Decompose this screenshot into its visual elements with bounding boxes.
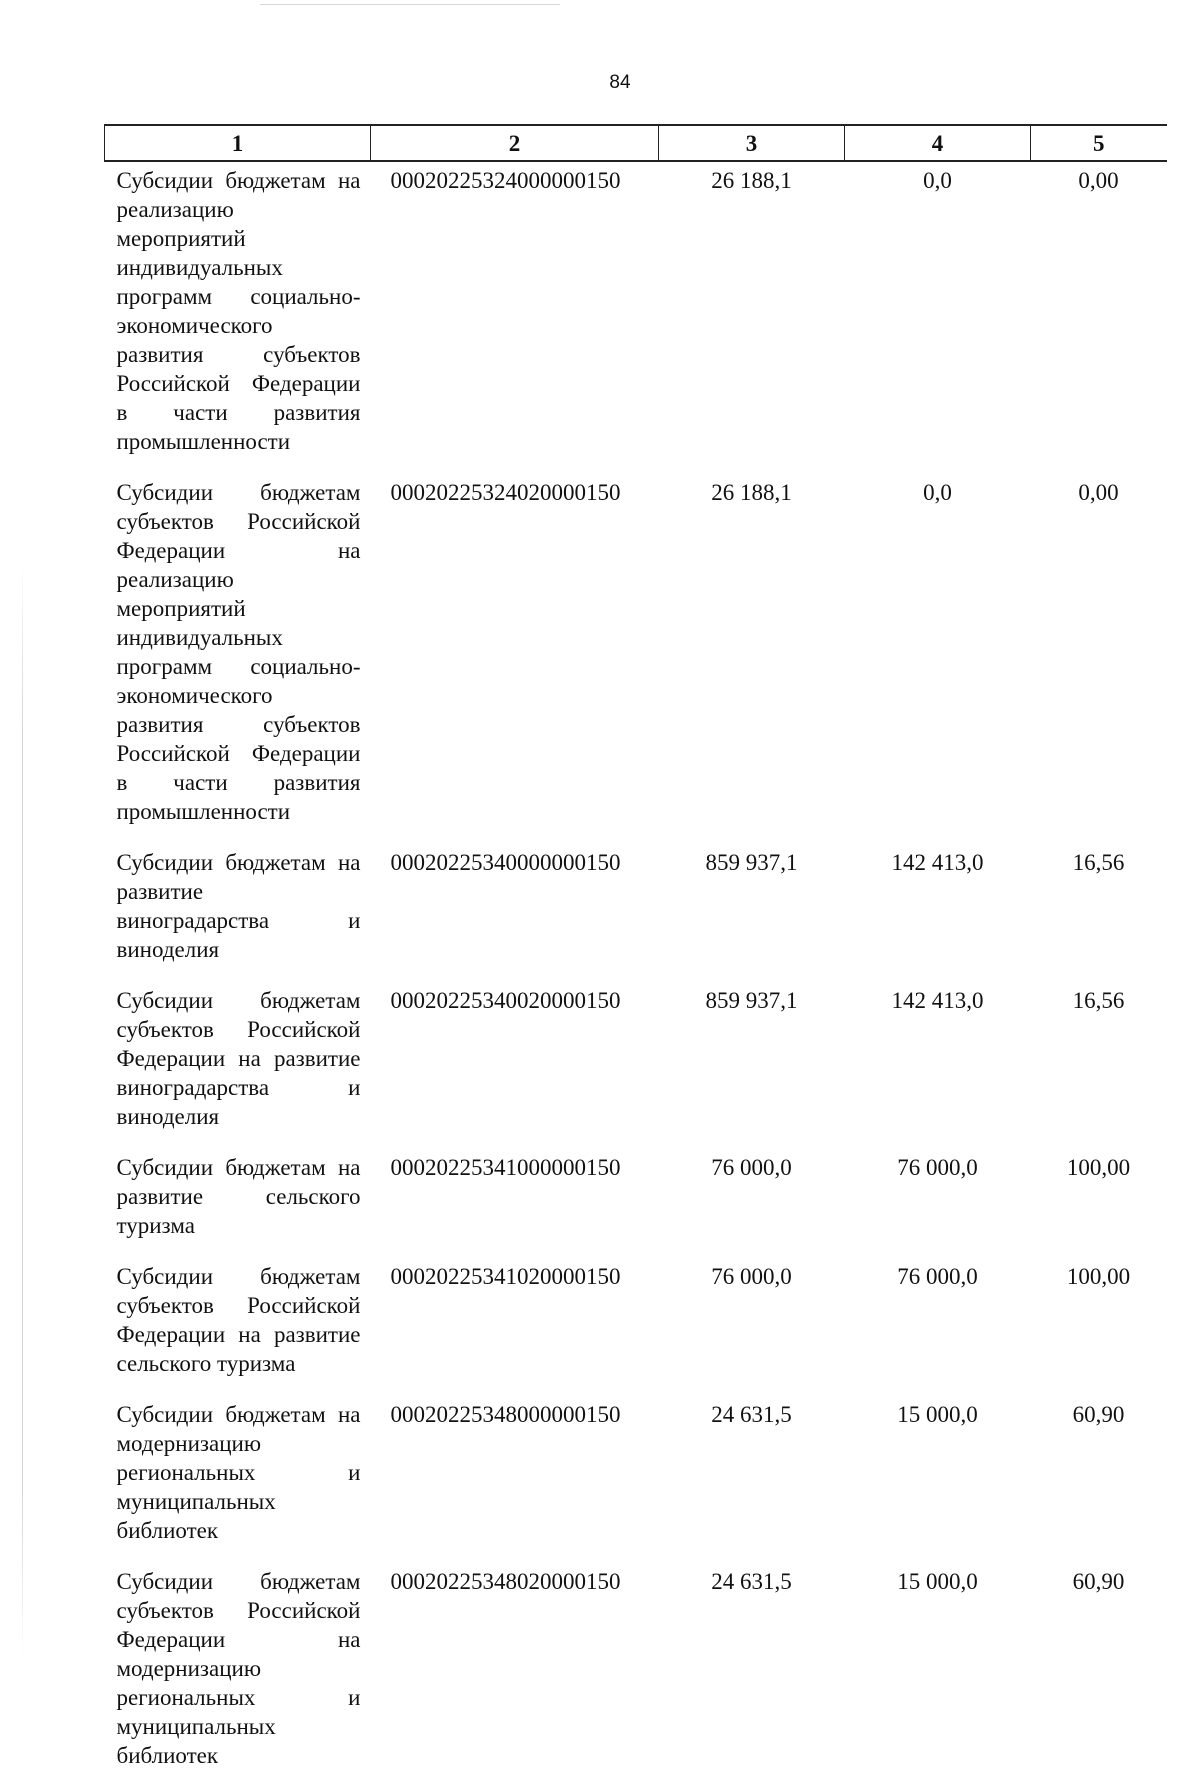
row-col4-cell: 76 000,0 [897, 1155, 978, 1180]
row-col3-cell: 76 000,0 [711, 1264, 792, 1289]
row-code-cell: 00020225341000000150 [390, 1155, 621, 1180]
header-col-3: 3 [659, 125, 845, 161]
row-code-cell: 00020225340000000150 [390, 850, 621, 875]
row-name-cell: Субсидии бюджетам субъектов Российской Федерации на реализацию мероприятий индивидуальных программ социально-экономического развития субъектов Российской Федерации в части развития промышленности [116, 480, 361, 824]
row-col5-cell: 0,00 [1078, 480, 1119, 505]
row-col3-cell: 859 937,1 [705, 988, 798, 1013]
scan-artifact-line [260, 4, 560, 5]
row-name-cell: Субсидии бюджетам на развитие сельского туризма [116, 1155, 361, 1238]
row-col5-cell: 16,56 [1072, 988, 1125, 1013]
row-col4-cell: 0,0 [923, 480, 952, 505]
table-row [105, 474, 1167, 844]
table-header [105, 125, 1167, 161]
row-name-cell: Субсидии бюджетам субъектов Российской Федерации на модернизацию региональных и муниципальных библиотек [116, 1569, 361, 1768]
row-col3-cell: 26 188,1 [711, 480, 792, 505]
table-row [105, 1396, 1167, 1563]
row-col3-cell: 24 631,5 [711, 1402, 792, 1427]
row-code-cell: 00020225348020000150 [390, 1569, 621, 1594]
row-col4-cell: 15 000,0 [897, 1402, 978, 1427]
row-code-cell: 00020225348000000150 [390, 1402, 621, 1427]
row-col5-cell: 100,00 [1066, 1155, 1131, 1180]
table-row [105, 1149, 1167, 1258]
row-col5-cell: 100,00 [1066, 1264, 1131, 1289]
row-name-cell: Субсидии бюджетам субъектов Российской Федерации на развитие виноградарства и виноделия [116, 988, 361, 1129]
table-row [105, 1258, 1167, 1396]
row-name-cell: Субсидии бюджетам на реализацию мероприятий индивидуальных программ социально-экономического развития субъектов Российской Федерации в части развития промышленности [116, 168, 361, 454]
row-col5-cell: 60,90 [1072, 1569, 1125, 1594]
row-col5-cell: 16,56 [1072, 850, 1125, 875]
row-col3-cell: 24 631,5 [711, 1569, 792, 1594]
header-row [105, 125, 1167, 161]
budget-table [104, 124, 1167, 1788]
table-body [105, 161, 1167, 1788]
row-code-cell: 00020225324020000150 [390, 480, 621, 505]
row-code-cell: 00020225340020000150 [390, 988, 621, 1013]
scan-margin-shadow [22, 560, 23, 1660]
row-name-cell: Субсидии бюджетам на развитие виноградарства и виноделия [116, 850, 361, 962]
row-col5-cell: 60,90 [1072, 1402, 1125, 1427]
row-col4-cell: 142 413,0 [891, 988, 984, 1013]
row-name-cell: Субсидии бюджетам на модернизацию региональных и муниципальных библиотек [116, 1402, 361, 1543]
header-col-1: 1 [105, 125, 371, 161]
table-row [105, 982, 1167, 1149]
header-col-5: 5 [1031, 125, 1167, 161]
row-col4-cell: 142 413,0 [891, 850, 984, 875]
table-row [105, 161, 1167, 474]
row-col4-cell: 76 000,0 [897, 1264, 978, 1289]
table-row [105, 844, 1167, 982]
header-col-2: 2 [371, 125, 659, 161]
row-col3-cell: 26 188,1 [711, 168, 792, 193]
row-code-cell: 00020225341020000150 [390, 1264, 621, 1289]
row-col4-cell: 0,0 [923, 168, 952, 193]
row-col4-cell: 15 000,0 [897, 1569, 978, 1594]
header-col-4: 4 [845, 125, 1031, 161]
row-col3-cell: 76 000,0 [711, 1155, 792, 1180]
page-number: 84 [609, 72, 631, 93]
row-name-cell: Субсидии бюджетам субъектов Российской Федерации на развитие сельского туризма [116, 1264, 361, 1376]
row-col5-cell: 0,00 [1078, 168, 1119, 193]
table-row [105, 1563, 1167, 1788]
row-code-cell: 00020225324000000150 [390, 168, 621, 193]
row-col3-cell: 859 937,1 [705, 850, 798, 875]
